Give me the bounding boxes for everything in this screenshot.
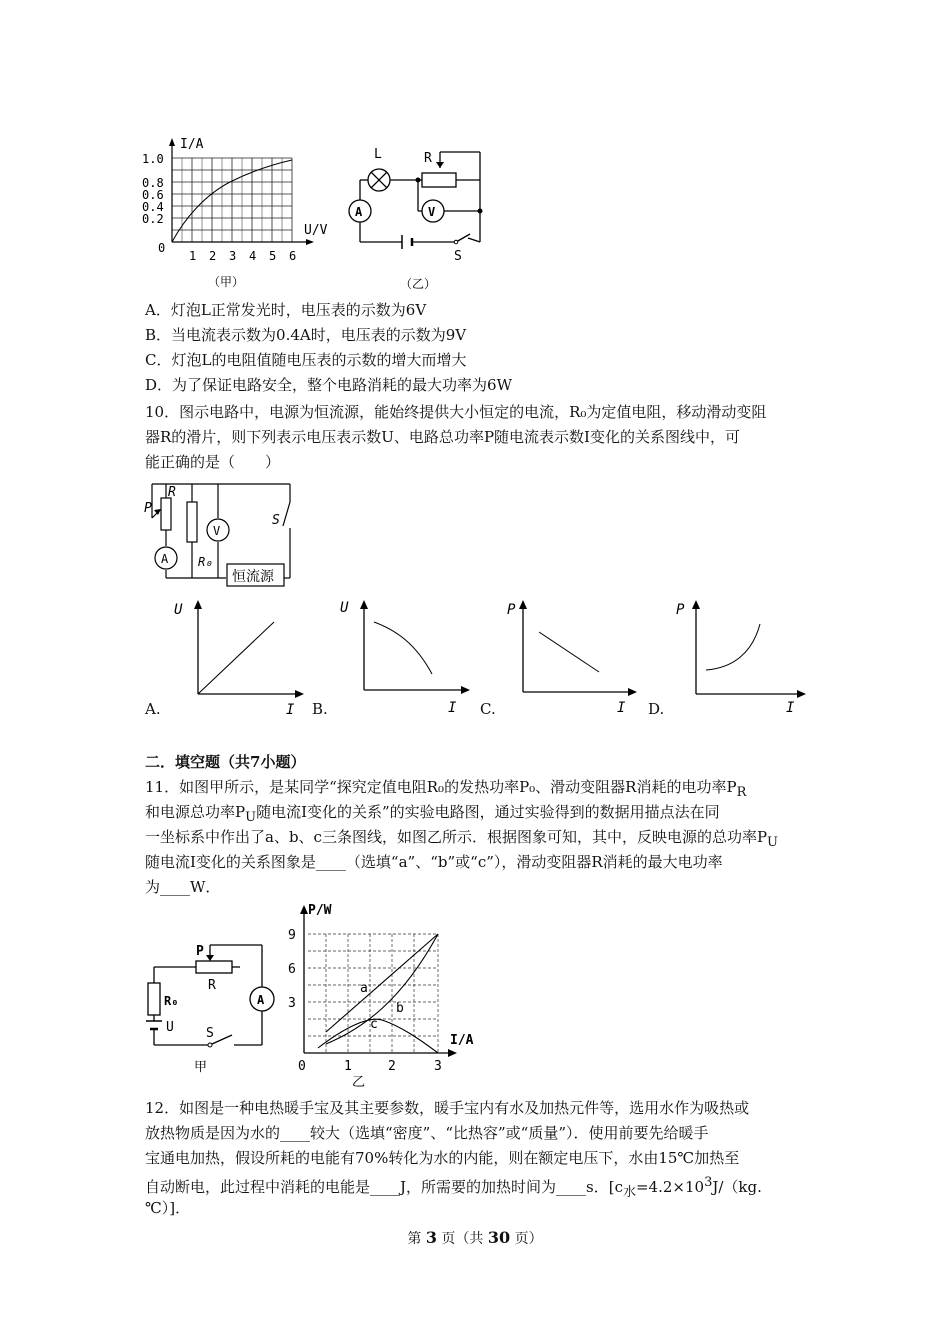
q10-graph-d bbox=[672, 598, 812, 718]
page-total: 30 bbox=[487, 1228, 511, 1247]
svg-text:S: S bbox=[272, 513, 280, 528]
svg-text:恒流源: 恒流源 bbox=[232, 569, 274, 585]
svg-text:（乙）: （乙） bbox=[400, 277, 437, 291]
q12-line-4: 自动断电，此过程中消耗的电能是____J，所需要的加热时间为____s．[$c_水=4.2\times 10^3J/(kg$. bbox=[145, 1175, 762, 1200]
svg-text:0.8: 0.8 bbox=[142, 176, 164, 190]
x-axis-label: U/V bbox=[304, 223, 328, 238]
q12-line-5: ℃）]． bbox=[145, 1199, 191, 1217]
svg-text:1: 1 bbox=[344, 1059, 352, 1074]
svg-text:U: U bbox=[340, 600, 349, 616]
svg-text:I: I bbox=[448, 700, 457, 716]
svg-text:3: 3 bbox=[229, 249, 237, 263]
page-footer: 第 3 页（共 30 页） bbox=[407, 1228, 543, 1247]
svg-text:P: P bbox=[144, 501, 152, 516]
svg-text:1: 1 bbox=[189, 249, 197, 263]
svg-text:乙: 乙 bbox=[352, 1075, 366, 1090]
svg-text:P: P bbox=[676, 602, 685, 618]
svg-text:9: 9 bbox=[288, 928, 296, 943]
q11-line-4: 随电流I变化的关系图象是____（选填“a”、“b”或“c”），滑动变阻器R消耗的最大电功率 bbox=[145, 853, 723, 871]
q10-option-b: B. bbox=[312, 700, 328, 718]
svg-text:2: 2 bbox=[388, 1059, 396, 1074]
svg-text:0.6: 0.6 bbox=[142, 188, 164, 202]
svg-text:S: S bbox=[206, 1026, 214, 1041]
svg-text:0.2: 0.2 bbox=[142, 212, 164, 226]
svg-text:I: I bbox=[617, 700, 626, 716]
q10-graph-c bbox=[503, 598, 643, 718]
svg-text:I: I bbox=[786, 700, 795, 716]
q10-option-c: C. bbox=[480, 700, 496, 718]
svg-text:A: A bbox=[257, 993, 265, 1007]
svg-text:L: L bbox=[374, 147, 382, 162]
q9-option-b: B．当电流表示数为0.4A时，电压表的示数为9V bbox=[145, 326, 467, 344]
q11-graph-yi bbox=[284, 900, 484, 1090]
svg-text:A: A bbox=[161, 552, 169, 566]
q12-line-1: 12．如图是一种电热暖手宝及其主要参数，暖手宝内有水及加热元件等，选用水作为吸热或 bbox=[145, 1099, 750, 1117]
svg-text:b: b bbox=[396, 1001, 404, 1016]
q10-circuit bbox=[140, 480, 310, 590]
svg-text:甲: 甲 bbox=[194, 1060, 208, 1075]
svg-text:1.0: 1.0 bbox=[142, 152, 164, 166]
y-axis-label: I/A bbox=[180, 137, 204, 152]
svg-text:U: U bbox=[166, 1020, 174, 1035]
svg-text:A: A bbox=[355, 205, 363, 219]
q11-line-3: 一坐标系中作出了a、b、c三条图线，如图乙所示．根据图象可知，其中，反映电源的总功率$P_U$ bbox=[145, 828, 779, 850]
svg-text:3: 3 bbox=[288, 996, 296, 1011]
graph-jia bbox=[140, 130, 340, 295]
q10-option-a: A. bbox=[145, 700, 161, 718]
q11-line-5: 为____W． bbox=[145, 878, 221, 896]
svg-text:R: R bbox=[168, 485, 176, 500]
svg-text:R₀: R₀ bbox=[164, 994, 179, 1008]
section-2-title: 二．填空题（共7小题） bbox=[145, 753, 306, 771]
svg-text:4: 4 bbox=[249, 249, 257, 263]
svg-text:V: V bbox=[428, 205, 436, 219]
svg-text:U: U bbox=[174, 602, 183, 618]
q10-line-1: 10．图示电路中，电源为恒流源，能始终提供大小恒定的电流，R₀为定值电阻，移动滑动变阻 bbox=[145, 403, 767, 421]
q10-graph-a bbox=[170, 598, 310, 718]
q10-line-3: 能正确的是（ ） bbox=[145, 453, 281, 471]
svg-text:R: R bbox=[208, 978, 216, 993]
svg-text:I: I bbox=[286, 702, 295, 718]
svg-text:3: 3 bbox=[434, 1059, 442, 1074]
q10-graph-b bbox=[336, 598, 476, 718]
q9-option-d: D．为了保证电路安全，整个电路消耗的最大功率为6W bbox=[145, 376, 512, 394]
svg-text:P/W: P/W bbox=[308, 903, 332, 918]
q11-line-2: 和电源总功率$P_U$随电流I变化的关系”的实验电路图，通过实验得到的数据用描点法在同 bbox=[145, 803, 720, 825]
svg-text:I/A: I/A bbox=[450, 1033, 474, 1048]
svg-text:V: V bbox=[213, 524, 221, 538]
svg-text:a: a bbox=[360, 981, 368, 996]
svg-text:5: 5 bbox=[269, 249, 277, 263]
svg-text:P: P bbox=[507, 602, 516, 618]
q11-line-1: 11．如图甲所示，是某同学“探究定值电阻R₀的发热功率P₀、滑动变阻器R消耗的电功率$P_R$ bbox=[145, 778, 747, 800]
q10-option-d: D. bbox=[648, 700, 665, 718]
q9-option-c: C．灯泡L的电阻值随电压表的示数的增大而增大 bbox=[145, 351, 467, 369]
svg-text:0.4: 0.4 bbox=[142, 200, 164, 214]
svg-text:0: 0 bbox=[298, 1059, 306, 1074]
svg-text:2: 2 bbox=[209, 249, 217, 263]
caption-jia: （甲） bbox=[208, 275, 245, 289]
q11-circuit-jia bbox=[140, 935, 280, 1075]
q9-option-a: A．灯泡L正常发光时，电压表的示数为6V bbox=[145, 301, 427, 319]
svg-text:6: 6 bbox=[288, 962, 296, 977]
q12-line-2: 放热物质是因为水的____较大（选填“密度”、“比热容”或“质量”）．使用前要先给暖手 bbox=[145, 1124, 709, 1142]
circuit-yi bbox=[340, 140, 500, 295]
svg-text:6: 6 bbox=[289, 249, 297, 263]
curve-a bbox=[326, 934, 438, 1032]
svg-text:R₀: R₀ bbox=[198, 555, 213, 569]
q10-line-2: 器R的滑片，则下列表示电压表示数U、电路总功率P随电流表示数I变化的关系图线中，可 bbox=[145, 428, 740, 446]
page-number: 3 bbox=[425, 1228, 437, 1247]
svg-text:R: R bbox=[424, 151, 432, 166]
svg-text:0: 0 bbox=[158, 241, 166, 255]
curve-b bbox=[326, 934, 438, 1044]
svg-text:c: c bbox=[370, 1017, 378, 1032]
svg-text:S: S bbox=[454, 249, 462, 264]
q12-line-3: 宝通电加热，假设所耗的电能有70%转化为水的内能，则在额定电压下，水由15℃加热至 bbox=[145, 1149, 740, 1167]
svg-text:P: P bbox=[196, 944, 204, 959]
